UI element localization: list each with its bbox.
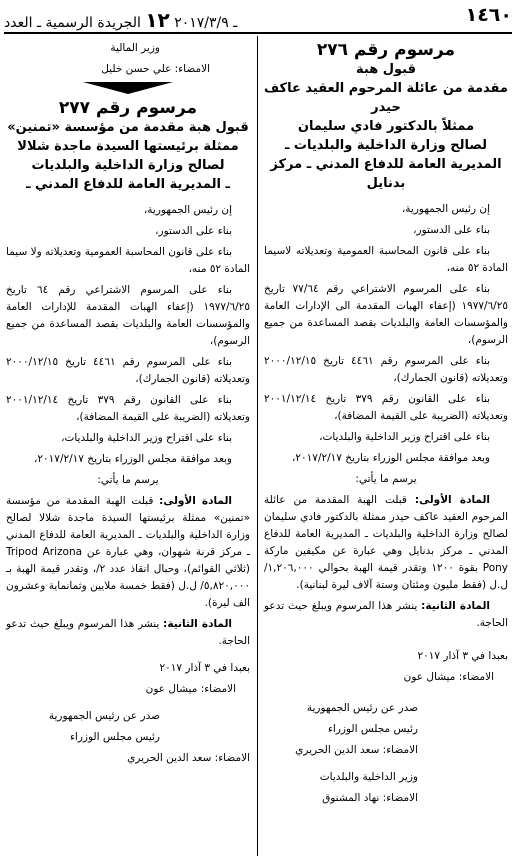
decree-277-para: بناء على قانون المحاسبة العمومية وتعديلاته ولا سيما المادة ٥٢ منه، [6,246,250,275]
decree-277-para: بناء على المرسوم الاشتراعي رقم ٦٤ تاريخ ١٩٧٧/٦/٢٥ (إعفاء الهبات المقدمة للإدارات العامة والمؤسسات العامة والبلديات بقصد المساعدة من جميع الرسوم)، [6,284,250,347]
decree-277-line-2: ممثلة برئيستها السيدة ماجدة شلالا [17,139,239,154]
decree-276-interior-title: وزير الداخلية والبلديات [319,771,418,783]
decree-276-president-signature: الامضاء: ميشال عون [403,671,494,683]
decree-276-para: بناء على قانون المحاسبة العمومية وتعديلاته لاسيما المادة ٥٢ منه، [264,245,508,274]
decree-277-article-2 [6,616,250,650]
decree-277-date: بعبدا في ٣ آذار ٢٠١٧ [159,662,250,674]
issue-date: ـ ٢٠١٧/٣/٩ [174,15,238,31]
article-text: قبلت الهبة المقدمة من مؤسسة «تمنين» ممثلة برئيستها السيدة ماجدة شلالا لصالح وزارة الداخلية والبلديات ـ المديرية العامة للدفاع المدني ـ مركز قرنة شهوان، وهي عبارة عن Tripod Arizona (ثلاثي القوائم)، وحبال انقاذ عدد ٢/، وتقدر قيمة الهبة بـ ٥,٨٢٠,٠٠٠/ ل.ل (فقط خمسة ملايين وثمانماية وعشرون الف ليرة). [6,495,251,609]
decree-276-article-2 [264,598,508,632]
section-separator-icon [83,82,173,94]
decree-276-para: بناء على المرسوم رقم ٤٤٦١ تاريخ ٢٠٠٠/١٢/١٥ وتعديلاته (قانون الجمارك)، [264,355,508,384]
article-label: المادة الثانية: [421,600,490,612]
decree-276-pm-title: رئيس مجلس الوزراء [327,723,418,735]
decree-277-pm-title: رئيس مجلس الوزراء [69,731,160,743]
decree-277-line-4: ـ المديرية العامة للدفاع المدني ـ [26,177,230,192]
decree-277-line-1: قبول هبة مقدمة من مؤسسة «تمنين» [7,120,249,135]
decree-277-pm-signature: الامضاء: سعد الدين الحريري [127,752,250,764]
issue-info [4,8,237,32]
article-label: المادة الأولى: [159,495,232,507]
decree-276-line-4: لصالح وزارة الداخلية والبلديات ـ [284,138,488,153]
decree-277-para: بناء على اقتراح وزير الداخلية والبلديات، [61,432,232,444]
decree-276-para: بناء على الدستور، [413,224,490,236]
decree-277-para: وبعد موافقة مجلس الوزراء بتاريخ ٢٠١٧/٢/١٧، [34,453,232,465]
decree-276-pm-signature: الامضاء: سعد الدين الحريري [295,744,418,756]
article-label: المادة الأولى: [414,494,491,506]
issue-prefix: الجريدة الرسمية ـ العدد [4,15,141,31]
page-header [4,4,512,34]
decree-276-para: بناء على اقتراح وزير الداخلية والبلديات، [319,431,490,443]
decree-276-title: مرسوم رقم ٢٧٦ [316,40,456,60]
decree-276-para: وبعد موافقة مجلس الوزراء بتاريخ ٢٠١٧/٢/١٧، [292,452,490,464]
decree-276-enact: يرسم ما يأتي: [355,473,417,485]
decree-276-para: بناء على القانون رقم ٣٧٩ تاريخ ٢٠٠١/١٢/١٤ وتعديلاته (الضريبة على القيمة المضافة)، [264,393,508,422]
decree-277-president-signature: الامضاء: ميشال عون [145,683,236,695]
decree-277-para: بناء على الدستور، [155,225,232,237]
decree-276-column [264,40,508,856]
decree-276-line-1: قبول هبة [356,62,416,77]
decree-276-para: بناء على المرسوم الاشتراعي رقم ٧٧/٦٤ تاريخ ١٩٧٧/٦/٢٥ (إعفاء الهبات المقدمة الى الإدارات العامة والمؤسسات العامة والبلديات بقصد المساعدة من جميع الرسوم)، [264,283,508,346]
decree-277-para: بناء على القانون رقم ٣٧٩ تاريخ ٢٠٠١/١٢/١٤ وتعديلاته (الضريبة على القيمة المضافة)، [6,394,250,423]
decree-276-issued-by: صدر عن رئيس الجمهورية [306,702,418,714]
decree-277-line-3: لصالح وزارة الداخلية والبلديات [31,158,225,173]
decree-276-article-1 [264,492,508,594]
decree-277-para: إن رئيس الجمهورية، [143,204,232,216]
finance-minister-title: وزير المالية [110,42,160,54]
article-text: ينشر هذا المرسوم ويبلغ حيث تدعو الحاجة. [6,618,250,647]
article-label: المادة الثانية: [163,618,232,630]
decree-276-interior-signature: الامضاء: نهاد المشنوق [322,792,418,804]
page-number: ١٤٦٠ [465,4,512,26]
decree-277-title: مرسوم رقم ٢٧٧ [58,98,198,118]
decree-276-date: بعبدا في ٣ آذار ٢٠١٧ [417,650,508,662]
column-divider [257,36,258,856]
decree-277-issued-by: صدر عن رئيس الجمهورية [48,710,160,722]
decree-277-article-1 [6,493,250,612]
decree-276-line-3: ممثلاً بالدكتور فادي سليمان [297,119,475,134]
issue-number: ١٢ [145,8,170,32]
decree-276-line-5: المديرية العامة للدفاع المدني ـ مركز بدنايل [270,157,502,191]
decree-277-column [6,40,250,856]
decree-277-enact: يرسم ما يأتي: [97,474,159,486]
article-text: قبلت الهبة المقدمة من عائلة المرحوم العقيد عاكف حيدر ممثلة بالدكتور فادي سليمان لصالح وزارة الداخلية والبلديات ـ المديرية العامة للدفاع المدني ـ مركز بدنايل وهي عبارة عن مكيفين ماركة Pony بقوة ١٢٠٠ وتقدر قيمة الهبة بحوالي ١,٢٠٦,٠٠٠/ ل.ل (فقط مليون ومئتان وستة آلاف ليرة لبنانية). [264,494,508,591]
decree-277-para: بناء على المرسوم رقم ٤٤٦١ تاريخ ٢٠٠٠/١٢/١٥ وتعديلاته (قانون الجمارك)، [6,356,250,385]
article-text: ينشر هذا المرسوم ويبلغ حيث تدعو الحاجة. [264,600,508,629]
decree-276-para: إن رئيس الجمهورية، [401,203,490,215]
finance-minister-signature: الامضاء: علي حسن خليل [101,63,210,75]
decree-276-line-2: مقدمة من عائلة المرحوم العقيد عاكف حيدر [264,81,508,115]
